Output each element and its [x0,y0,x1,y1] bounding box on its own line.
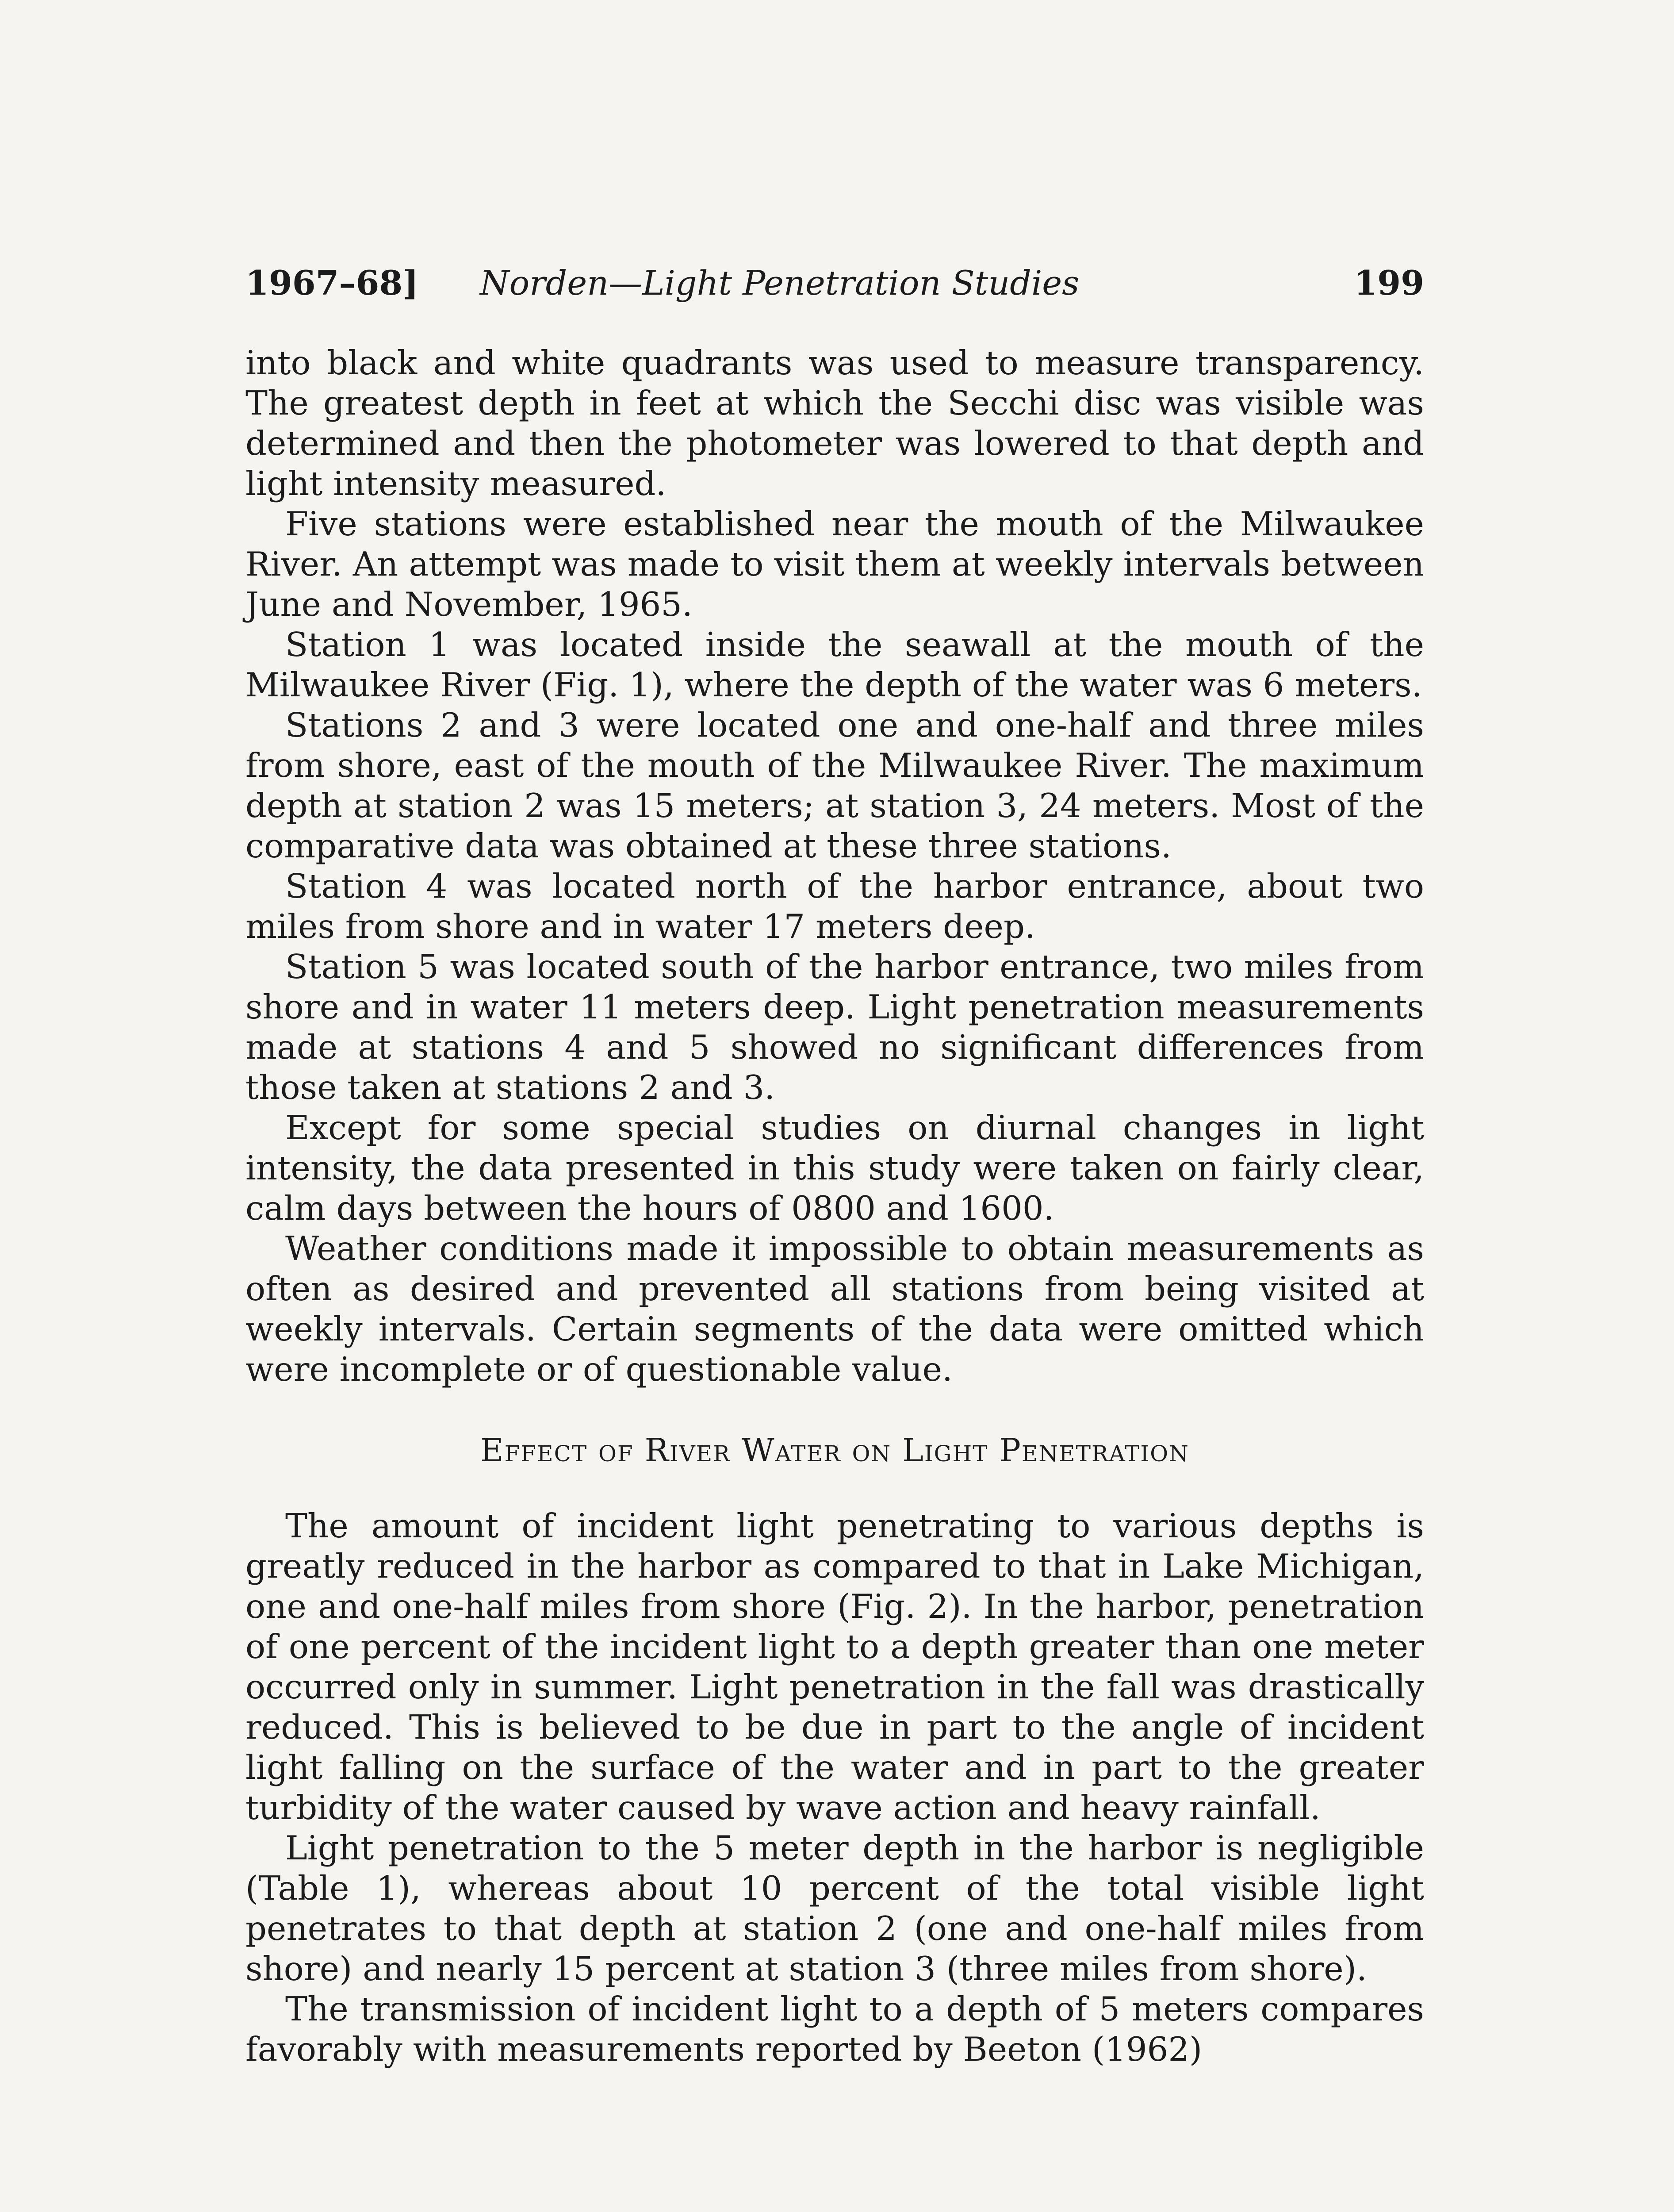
paragraph: Light penetration to the 5 meter depth in the harbor is negligible (Table 1), whereas about 10 percent of the total visible light penetrates to that depth at station 2 (one and one-half miles from shore) and nearly 15 percent at station 3 (three miles from shore). [245,1828,1424,1988]
paragraph: Weather conditions made it impossible to obtain measurements as often as desired and prevented all stations from being visited at weekly intervals. Certain segments of the data were omitted which were incomplete or of questionable value. [245,1229,1424,1389]
running-title: Norden—Light Penetration Studies [480,263,1080,303]
paragraph: Station 5 was located south of the harbor entrance, two miles from shore and in water 11 meters deep. Light penetration measurements made at stations 4 and 5 showed no significant differences from those taken at stations 2 and 3. [245,947,1424,1107]
volume-years: 1967–68] [245,263,419,303]
paragraph: Except for some special studies on diurnal changes in light intensity, the data presented in this study were taken on fairly clear, calm days between the hours of 0800 and 1600. [245,1108,1424,1228]
paragraph: Five stations were established near the mouth of the Milwaukee River. An attempt was made to visit them at weekly intervals between June and November, 1965. [245,504,1424,624]
section-heading: Effect of River Water on Light Penetration [480,1432,1189,1469]
paragraph: Station 4 was located north of the harbor entrance, about two miles from shore and in water 17 meters deep. [245,867,1424,946]
page-number: 199 [1354,263,1424,303]
paragraph: into black and white quadrants was used to measure transparency. The greatest depth in feet at which the Secchi disc was visible was determined and then the photometer was lowered to that depth and light intensity measured. [245,343,1424,503]
paragraph: The amount of incident light penetrating to various depths is greatly reduced in the harbor as compared to that in Lake Michigan, one and one-half miles from shore (Fig. 2). In the harbor, penetration of one percent of the incident light to a depth greater than one meter occurred only in summer. Light penetration in the fall was drastically reduced. This is believed to be due in part to the angle of incident light falling on the surface of the water and in part to the greater turbidity of the water caused by wave action and heavy rainfall. [245,1506,1424,1827]
paragraph: The transmission of incident light to a depth of 5 meters compares favorably with measurements reported by Beeton (1962) [245,1989,1424,2069]
body-text [245,343,1424,2070]
running-header [245,259,1424,307]
paragraph: Stations 2 and 3 were located one and one-half and three miles from shore, east of the mouth of the Milwaukee River. The maximum depth at station 2 was 15 meters; at station 3, 24 meters. Most of the comparative data was obtained at these three stations. [245,706,1424,865]
paragraph: Station 1 was located inside the seawall at the mouth of the Milwaukee River (Fig. 1), where the depth of the water was 6 meters. [245,625,1424,704]
